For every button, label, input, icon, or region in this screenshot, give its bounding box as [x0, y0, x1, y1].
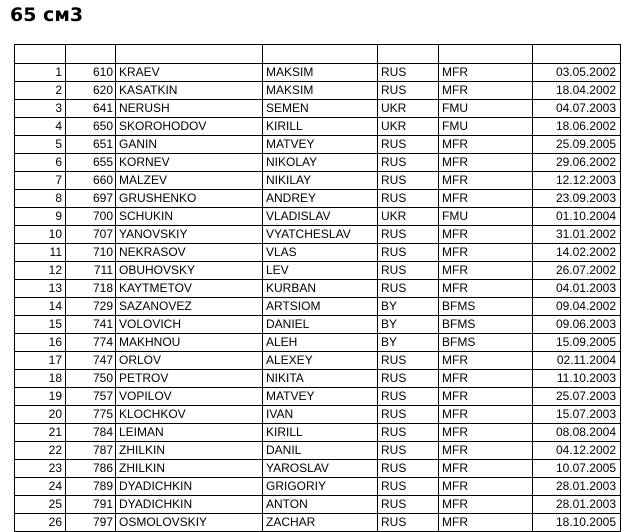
position-cell: 15 [15, 316, 66, 334]
table-row [15, 388, 621, 406]
position-cell: 23 [15, 460, 66, 478]
header-cell [66, 45, 116, 64]
last-name-cell: YANOVSKIY [116, 226, 263, 244]
last-name-cell: ORLOV [116, 352, 263, 370]
federation-cell: MFR [439, 370, 533, 388]
table-row [15, 316, 621, 334]
position-cell: 25 [15, 496, 66, 514]
position-cell: 14 [15, 298, 66, 316]
position-cell: 19 [15, 388, 66, 406]
position-cell: 11 [15, 244, 66, 262]
first-name-cell: GRIGORIY [263, 478, 378, 496]
birth-date-cell: 11.10.2003 [533, 370, 621, 388]
federation-cell: MFR [439, 442, 533, 460]
federation-cell: MFR [439, 244, 533, 262]
birth-date-cell: 25.09.2005 [533, 136, 621, 154]
position-cell: 8 [15, 190, 66, 208]
start-number-cell: 774 [66, 334, 116, 352]
start-number-cell: 697 [66, 190, 116, 208]
nationality-cell: RUS [378, 460, 439, 478]
start-number-cell: 620 [66, 82, 116, 100]
nationality-cell: RUS [378, 388, 439, 406]
table-body [15, 45, 621, 532]
first-name-cell: KIRILL [263, 118, 378, 136]
table-row [15, 496, 621, 514]
header-cell [439, 45, 533, 64]
table-row [15, 424, 621, 442]
table-row [15, 478, 621, 496]
table-row [15, 334, 621, 352]
start-number-cell: 610 [66, 64, 116, 82]
nationality-cell: RUS [378, 190, 439, 208]
birth-date-cell: 18.04.2002 [533, 82, 621, 100]
first-name-cell: KIRILL [263, 424, 378, 442]
birth-date-cell: 03.05.2002 [533, 64, 621, 82]
first-name-cell: LEV [263, 262, 378, 280]
first-name-cell: SEMEN [263, 100, 378, 118]
position-cell: 24 [15, 478, 66, 496]
first-name-cell: VLAS [263, 244, 378, 262]
birth-date-cell: 08.08.2004 [533, 424, 621, 442]
start-number-cell: 786 [66, 460, 116, 478]
position-cell: 10 [15, 226, 66, 244]
first-name-cell: ALEXEY [263, 352, 378, 370]
position-cell: 21 [15, 424, 66, 442]
first-name-cell: MAKSIM [263, 64, 378, 82]
birth-date-cell: 29.06.2002 [533, 154, 621, 172]
table-row [15, 262, 621, 280]
last-name-cell: ZHILKIN [116, 442, 263, 460]
last-name-cell: OBUHOVSKY [116, 262, 263, 280]
table-row [15, 352, 621, 370]
federation-cell: MFR [439, 460, 533, 478]
nationality-cell: RUS [378, 406, 439, 424]
start-number-cell: 747 [66, 352, 116, 370]
federation-cell: BFMS [439, 334, 533, 352]
first-name-cell: DANIEL [263, 316, 378, 334]
position-cell: 17 [15, 352, 66, 370]
start-number-cell: 789 [66, 478, 116, 496]
start-number-cell: 655 [66, 154, 116, 172]
nationality-cell: RUS [378, 136, 439, 154]
birth-date-cell: 28.01.2003 [533, 496, 621, 514]
last-name-cell: KASATKIN [116, 82, 263, 100]
first-name-cell: ALEH [263, 334, 378, 352]
federation-cell: MFR [439, 82, 533, 100]
first-name-cell: ARTSIOM [263, 298, 378, 316]
nationality-cell: RUS [378, 64, 439, 82]
header-cell [263, 45, 378, 64]
start-number-cell: 757 [66, 388, 116, 406]
start-number-cell: 787 [66, 442, 116, 460]
last-name-cell: MAKHNOU [116, 334, 263, 352]
position-cell: 7 [15, 172, 66, 190]
last-name-cell: LEIMAN [116, 424, 263, 442]
position-cell: 5 [15, 136, 66, 154]
last-name-cell: VOLOVICH [116, 316, 263, 334]
position-cell: 22 [15, 442, 66, 460]
federation-cell: MFR [439, 514, 533, 532]
table-row [15, 370, 621, 388]
nationality-cell: RUS [378, 514, 439, 532]
nationality-cell: BY [378, 316, 439, 334]
first-name-cell: MATVEY [263, 136, 378, 154]
last-name-cell: SKOROHODOV [116, 118, 263, 136]
table-row [15, 82, 621, 100]
last-name-cell: SAZANOVEZ [116, 298, 263, 316]
start-number-cell: 711 [66, 262, 116, 280]
start-number-cell: 707 [66, 226, 116, 244]
last-name-cell: PETROV [116, 370, 263, 388]
start-number-cell: 700 [66, 208, 116, 226]
federation-cell: MFR [439, 262, 533, 280]
table-row [15, 64, 621, 82]
start-number-cell: 797 [66, 514, 116, 532]
position-cell: 3 [15, 100, 66, 118]
nationality-cell: RUS [378, 154, 439, 172]
last-name-cell: KAYTMETOV [116, 280, 263, 298]
nationality-cell: BY [378, 298, 439, 316]
header-cell [116, 45, 263, 64]
birth-date-cell: 04.01.2003 [533, 280, 621, 298]
start-number-cell: 741 [66, 316, 116, 334]
nationality-cell: RUS [378, 478, 439, 496]
start-number-cell: 710 [66, 244, 116, 262]
entry-list-table [14, 44, 621, 532]
position-cell: 9 [15, 208, 66, 226]
first-name-cell: DANIL [263, 442, 378, 460]
start-number-cell: 750 [66, 370, 116, 388]
federation-cell: MFR [439, 172, 533, 190]
federation-cell: FMU [439, 208, 533, 226]
position-cell: 1 [15, 64, 66, 82]
start-number-cell: 775 [66, 406, 116, 424]
birth-date-cell: 15.09.2005 [533, 334, 621, 352]
nationality-cell: RUS [378, 262, 439, 280]
federation-cell: BFMS [439, 298, 533, 316]
federation-cell: MFR [439, 406, 533, 424]
birth-date-cell: 18.10.2005 [533, 514, 621, 532]
birth-date-cell: 15.07.2003 [533, 406, 621, 424]
position-cell: 18 [15, 370, 66, 388]
birth-date-cell: 25.07.2003 [533, 388, 621, 406]
last-name-cell: NERUSH [116, 100, 263, 118]
first-name-cell: NIKITA [263, 370, 378, 388]
page-title: 65 см3 [10, 4, 84, 26]
table-row [15, 298, 621, 316]
first-name-cell: VYATCHESLAV [263, 226, 378, 244]
federation-cell: MFR [439, 424, 533, 442]
table-row [15, 514, 621, 532]
last-name-cell: MALZEV [116, 172, 263, 190]
start-number-cell: 660 [66, 172, 116, 190]
nationality-cell: RUS [378, 370, 439, 388]
last-name-cell: NEKRASOV [116, 244, 263, 262]
first-name-cell: IVAN [263, 406, 378, 424]
position-cell: 2 [15, 82, 66, 100]
federation-cell: MFR [439, 352, 533, 370]
federation-cell: FMU [439, 100, 533, 118]
birth-date-cell: 12.12.2003 [533, 172, 621, 190]
birth-date-cell: 04.12.2002 [533, 442, 621, 460]
table-row [15, 442, 621, 460]
start-number-cell: 729 [66, 298, 116, 316]
table-row [15, 118, 621, 136]
position-cell: 26 [15, 514, 66, 532]
header-cell [533, 45, 621, 64]
header-cell [378, 45, 439, 64]
birth-date-cell: 23.09.2003 [533, 190, 621, 208]
table-row [15, 190, 621, 208]
federation-cell: MFR [439, 280, 533, 298]
first-name-cell: MAKSIM [263, 82, 378, 100]
nationality-cell: RUS [378, 244, 439, 262]
table-header-row [15, 45, 621, 64]
start-number-cell: 651 [66, 136, 116, 154]
position-cell: 20 [15, 406, 66, 424]
first-name-cell: YAROSLAV [263, 460, 378, 478]
start-number-cell: 784 [66, 424, 116, 442]
federation-cell: MFR [439, 478, 533, 496]
last-name-cell: ZHILKIN [116, 460, 263, 478]
position-cell: 12 [15, 262, 66, 280]
birth-date-cell: 14.02.2002 [533, 244, 621, 262]
nationality-cell: RUS [378, 424, 439, 442]
nationality-cell: BY [378, 334, 439, 352]
federation-cell: BFMS [439, 316, 533, 334]
last-name-cell: OSMOLOVSKIY [116, 514, 263, 532]
first-name-cell: MATVEY [263, 388, 378, 406]
birth-date-cell: 09.04.2002 [533, 298, 621, 316]
nationality-cell: RUS [378, 226, 439, 244]
federation-cell: MFR [439, 154, 533, 172]
first-name-cell: NIKILAY [263, 172, 378, 190]
table-row [15, 280, 621, 298]
first-name-cell: KURBAN [263, 280, 378, 298]
table-row [15, 460, 621, 478]
birth-date-cell: 02.11.2004 [533, 352, 621, 370]
last-name-cell: KORNEV [116, 154, 263, 172]
start-number-cell: 641 [66, 100, 116, 118]
table-row [15, 226, 621, 244]
federation-cell: MFR [439, 388, 533, 406]
nationality-cell: RUS [378, 82, 439, 100]
federation-cell: MFR [439, 64, 533, 82]
birth-date-cell: 10.07.2005 [533, 460, 621, 478]
last-name-cell: SCHUKIN [116, 208, 263, 226]
header-cell [15, 45, 66, 64]
federation-cell: MFR [439, 190, 533, 208]
start-number-cell: 791 [66, 496, 116, 514]
last-name-cell: VOPILOV [116, 388, 263, 406]
first-name-cell: ANTON [263, 496, 378, 514]
start-number-cell: 718 [66, 280, 116, 298]
position-cell: 13 [15, 280, 66, 298]
start-number-cell: 650 [66, 118, 116, 136]
first-name-cell: ANDREY [263, 190, 378, 208]
nationality-cell: RUS [378, 496, 439, 514]
birth-date-cell: 01.10.2004 [533, 208, 621, 226]
first-name-cell: ZACHAR [263, 514, 378, 532]
first-name-cell: NIKOLAY [263, 154, 378, 172]
last-name-cell: DYADICHKIN [116, 496, 263, 514]
birth-date-cell: 18.06.2002 [533, 118, 621, 136]
last-name-cell: DYADICHKIN [116, 478, 263, 496]
table-row [15, 172, 621, 190]
position-cell: 16 [15, 334, 66, 352]
birth-date-cell: 26.07.2002 [533, 262, 621, 280]
federation-cell: MFR [439, 496, 533, 514]
federation-cell: MFR [439, 226, 533, 244]
last-name-cell: GANIN [116, 136, 263, 154]
nationality-cell: RUS [378, 352, 439, 370]
table-row [15, 100, 621, 118]
birth-date-cell: 31.01.2002 [533, 226, 621, 244]
nationality-cell: UKR [378, 118, 439, 136]
nationality-cell: RUS [378, 172, 439, 190]
birth-date-cell: 09.06.2003 [533, 316, 621, 334]
nationality-cell: UKR [378, 208, 439, 226]
nationality-cell: UKR [378, 100, 439, 118]
table-row [15, 136, 621, 154]
birth-date-cell: 28.01.2003 [533, 478, 621, 496]
birth-date-cell: 04.07.2003 [533, 100, 621, 118]
last-name-cell: KLOCHKOV [116, 406, 263, 424]
last-name-cell: KRAEV [116, 64, 263, 82]
nationality-cell: RUS [378, 442, 439, 460]
federation-cell: FMU [439, 118, 533, 136]
position-cell: 6 [15, 154, 66, 172]
table-row [15, 406, 621, 424]
position-cell: 4 [15, 118, 66, 136]
last-name-cell: GRUSHENKO [116, 190, 263, 208]
table-row [15, 208, 621, 226]
nationality-cell: RUS [378, 280, 439, 298]
federation-cell: MFR [439, 136, 533, 154]
table-row [15, 244, 621, 262]
table-row [15, 154, 621, 172]
first-name-cell: VLADISLAV [263, 208, 378, 226]
